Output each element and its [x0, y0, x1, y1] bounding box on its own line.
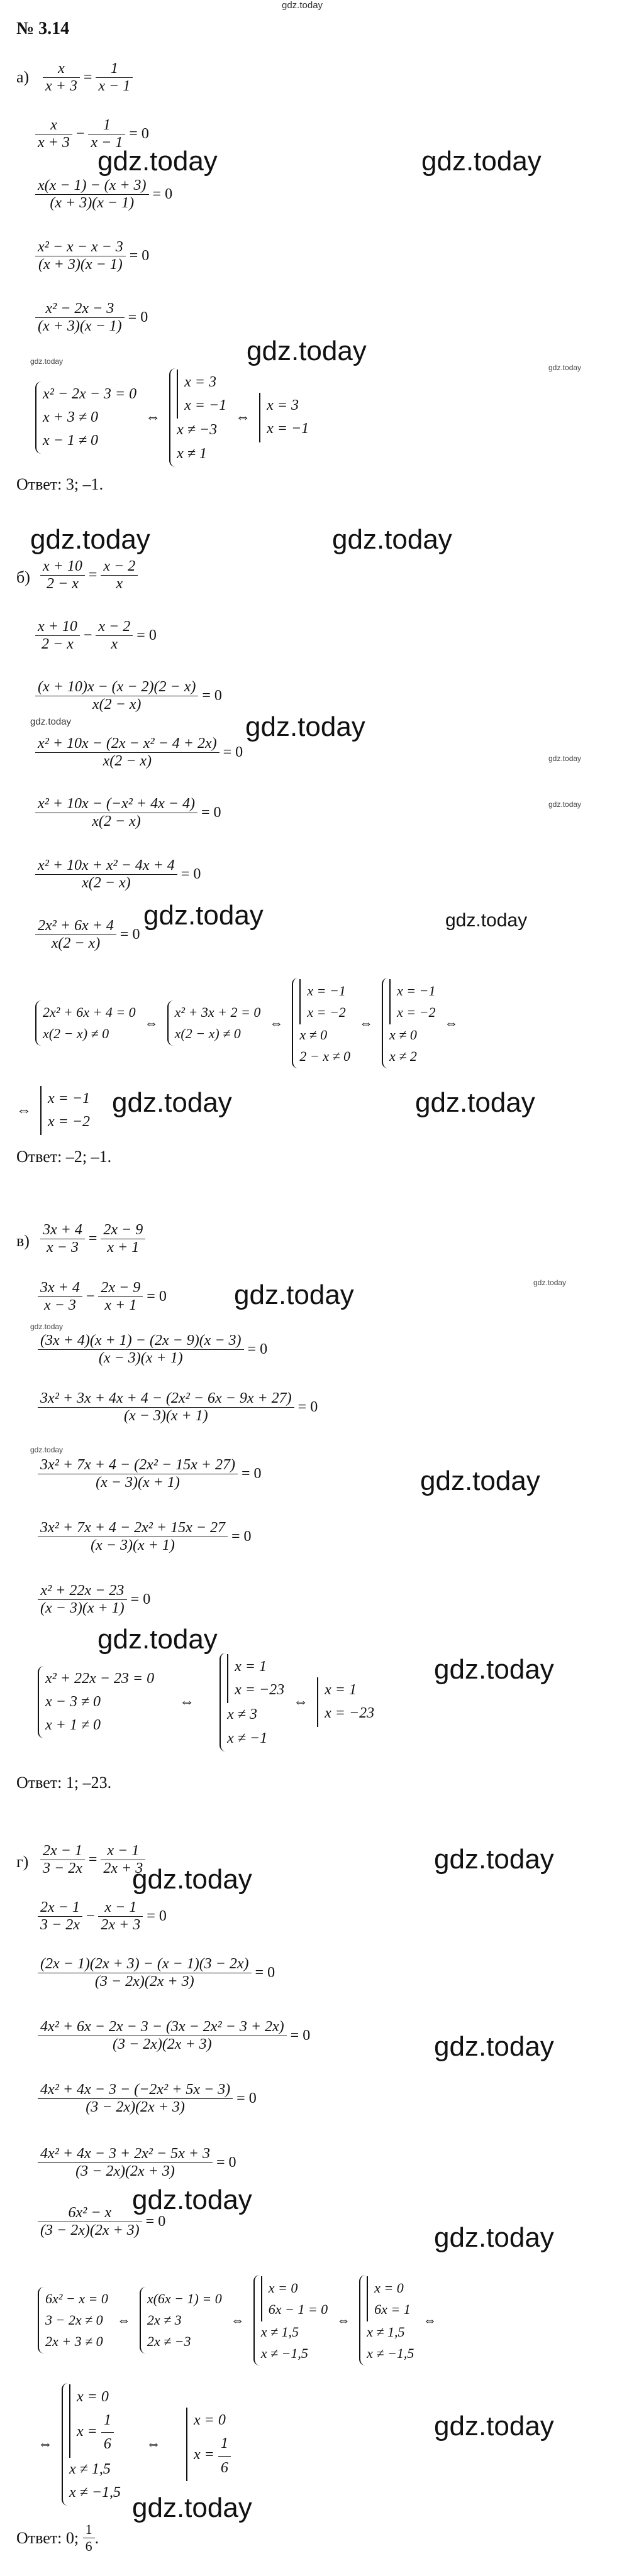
answer: Ответ: 1; –23. — [16, 1773, 112, 1792]
equation-line: $\frac{(x + 10)x - (x - 2)(2 - x)}{x(2 - x)}$ = 0 — [35, 679, 222, 713]
watermark-small: gdz.today — [548, 800, 582, 809]
answer: Ответ: 3; –1. — [16, 475, 104, 493]
watermark-small: gdz.today — [548, 363, 582, 372]
equation-line: $\frac{\text{x² + 10x − (2x − x² − 4 + 2x)}}{x(2 - x)}$ = 0 — [35, 735, 243, 770]
watermark: gdz.today — [97, 146, 218, 177]
watermark: gdz.today — [434, 2222, 554, 2253]
watermark-small: gdz.today — [30, 716, 72, 727]
watermark-small: gdz.today — [548, 754, 582, 763]
system-chain: 2x² + 6x + 4 = 0 x(2 − x) ≠ 0 ⇔ x² + 3x + 2 = 0 x(2 − x) ≠ 0 ⇔ x = −1 x = −2 x ≠ 0 2 − x ≠ 0 ⇔ x = −1 x = −2 x ≠ 0 x ≠ 2 ⇔ — [35, 978, 467, 1068]
watermark: gdz.today — [445, 910, 528, 931]
watermark: gdz.today — [234, 1280, 354, 1310]
equation-line: $\frac{2x - 1}{3 - 2x}$ − $\frac{x - 1}{2x + 3}$ = 0 — [38, 1899, 167, 1934]
system-chain: 6x² − x = 0 3 − 2x ≠ 0 2x + 3 ≠ 0 ⇔ x(6x − 1) = 0 2x ≠ 3 2x ≠ −3 ⇔ x = 0 6x − 1 = 0 x ≠ 1,5 x ≠ −1,5 ⇔ x = 0 6x = 1 x ≠ 1,5 x ≠ −1,5 ⇔ — [38, 2275, 445, 2365]
watermark-small: gdz.today — [533, 1278, 567, 1287]
equation-line: $\frac{x}{x + 3}$ − $\frac{1}{x - 1}$ = 0 — [35, 117, 149, 151]
equation-line: $\frac{\text{4x² + 4x − 3 + 2x² − 5x + 3}}{(3 - 2x)(2x + 3)}$ = 0 — [38, 2146, 236, 2180]
equation-line: $\frac{x}{x + 3}$ = $\frac{1}{x - 1}$ — [43, 60, 133, 95]
watermark: gdz.today — [434, 2411, 554, 2442]
watermark: gdz.today — [30, 524, 150, 555]
system-chain: x² + 22x − 23 = 0 x − 3 ≠ 0 x + 1 ≠ 0 ⇔ x = 1 x = −23 x ≠ 3 x ≠ −1 ⇔ x = 1 x = −23 — [38, 1653, 374, 1751]
equation-line: $\frac{\text{x² − 2x − 3}}{(x + 3)(x - 1)}$ = 0 — [35, 300, 148, 335]
equation-line: $\frac{\text{x² + 22x − 23}}{(x - 3)(x + 1)}$ = 0 — [38, 1582, 150, 1617]
equation-line: $\frac{x + 10}{2 - x}$ = $\frac{x - 2}{x}$ — [40, 558, 138, 593]
equation-line: $\frac{x(x - 1) - (x + 3)}{(x + 3)(x - 1)}$ = 0 — [35, 177, 172, 212]
equation-line: $\frac{\text{4x² + 6x − 2x − 3 − (3x − 2x² − 3 + 2x)}}{(3 - 2x)(2x + 3)}$ = 0 — [38, 2019, 310, 2053]
watermark: gdz.today — [132, 2492, 252, 2523]
watermark: gdz.today — [97, 1624, 218, 1655]
equation-line: $\frac{\text{x² + 10x − (−x² + 4x − 4)}}{x(2 - x)}$ = 0 — [35, 796, 221, 830]
watermark: gdz.today — [132, 1864, 252, 1895]
watermark: gdz.today — [245, 711, 365, 742]
problem-title: № 3.14 — [16, 19, 70, 38]
equation-line: $\frac{\text{3x² + 3x + 4x + 4 − (2x² − 6x − 9x + 27)}}{(x - 3)(x + 1)}$ = 0 — [38, 1390, 318, 1425]
part-label: г) — [16, 1853, 29, 1871]
answer: Ответ: –2; –1. — [16, 1148, 112, 1166]
equation-line: $\frac{(2x - 1)(2x + 3) - (x - 1)(3 - 2x)}{(3 - 2x)(2x + 3)}$ = 0 — [38, 1956, 275, 1990]
equation-line: $\frac{\text{3x² + 7x + 4 − 2x² + 15x − 27}}{(x - 3)(x + 1)}$ = 0 — [38, 1520, 252, 1554]
watermark: gdz.today — [132, 2184, 252, 2215]
watermark: gdz.today — [434, 1844, 554, 1875]
equation-line: $\frac{x + 10}{2 - x}$ − $\frac{x - 2}{x}$ = 0 — [35, 618, 157, 653]
equation-line: $\frac{\text{x² + 10x + x² − 4x + 4}}{x(2 - x)}$ = 0 — [35, 857, 201, 892]
part-label: в) — [16, 1232, 30, 1250]
watermark: gdz.today — [143, 900, 264, 931]
equation-line: $\frac{\text{3x² + 7x + 4 − (2x² − 15x + 27)}}{(x - 3)(x + 1)}$ = 0 — [38, 1457, 262, 1491]
watermark-small: gdz.today — [30, 357, 64, 366]
watermark-small: gdz.today — [30, 1322, 64, 1331]
watermark: gdz.today — [332, 524, 452, 555]
watermark: gdz.today — [434, 2031, 554, 2062]
part-label: б) — [16, 568, 30, 586]
watermark: gdz.today — [112, 1087, 232, 1118]
watermark-top: gdz.today — [282, 0, 323, 11]
result-line: ⇔ x = −1 x = −2 — [16, 1086, 90, 1135]
watermark: gdz.today — [247, 336, 367, 366]
equation-line: $\frac{\text{6x² − x}}{(3 - 2x)(2x + 3)}$ = 0 — [38, 2205, 165, 2239]
equation-line: $\frac{3x + 4}{x - 3}$ = $\frac{2x - 9}{x + 1}$ — [40, 1222, 145, 1256]
watermark: gdz.today — [421, 146, 542, 177]
watermark: gdz.today — [415, 1087, 535, 1118]
equation-line: $\frac{2x - 1}{3 - 2x}$ = $\frac{x - 1}{2x + 3}$ — [40, 1843, 145, 1877]
equation-line: $\frac{\text{2x² + 6x + 4}}{x(2 - x)}$ = 0 — [35, 918, 140, 952]
equation-line: $\frac{(3x + 4)(x + 1) - (2x - 9)(x - 3)}{(x - 3)(x + 1)}$ = 0 — [38, 1332, 267, 1367]
equation-line: $\frac{3x + 4}{x - 3}$ − $\frac{2x - 9}{x + 1}$ = 0 — [38, 1280, 167, 1314]
answer: Ответ: 0; $\frac{1}{6}$ . — [16, 2521, 99, 2554]
equation-line: $\frac{\text{4x² + 4x − 3 − (−2x² + 5x − 3)}}{(3 - 2x)(2x + 3)}$ = 0 — [38, 2081, 257, 2116]
watermark: gdz.today — [420, 1466, 540, 1496]
watermark-small: gdz.today — [30, 1445, 64, 1454]
equation-line: $\frac{\text{x² − x − x − 3}}{(x + 3)(x - 1)}$ = 0 — [35, 239, 149, 273]
system-chain: ⇔ x = 0 x = $\frac{1}{6}$ x ≠ 1,5 x ≠ −1,5 ⇔ x = 0 x = $\frac{1}{6}$ — [38, 2383, 231, 2506]
system-chain: x² − 2x − 3 = 0 x + 3 ≠ 0 x − 1 ≠ 0 ⇔ x = 3 x = −1 x ≠ −3 x ≠ 1 ⇔ x = 3 x = −1 — [35, 368, 309, 467]
part-label: а) — [16, 68, 30, 86]
watermark: gdz.today — [434, 1654, 554, 1685]
